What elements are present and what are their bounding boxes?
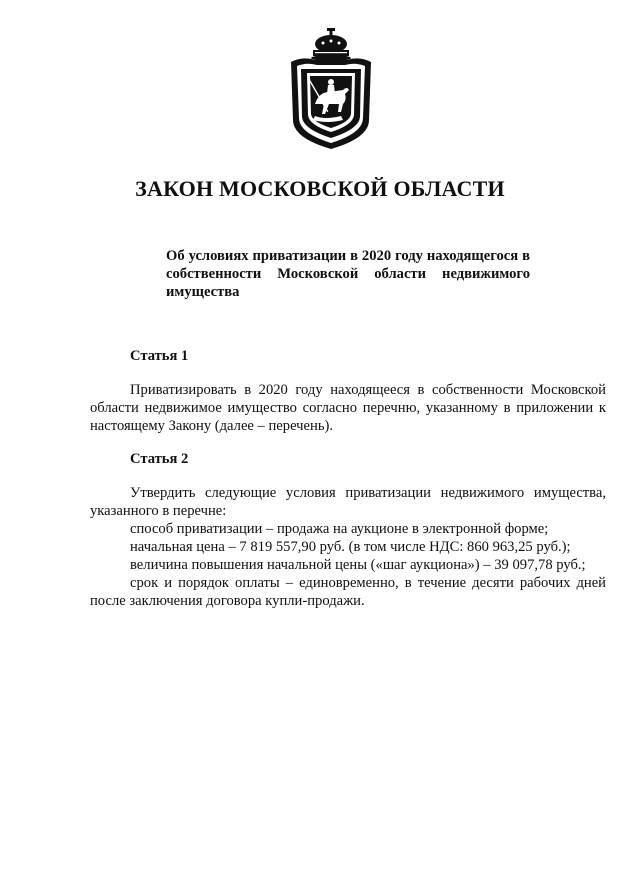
article-2-intro: Утвердить следующие условия приватизации недвижимого имущества, указанного в перечне: [90,485,606,519]
law-subject: Об условиях приватизации в 2020 году находящегося в собственности Московской области недвижимого имущества [166,248,530,300]
article-1-text: Приватизировать в 2020 году находящееся в собственности Московской области недвижимое имущество согласно перечню, указанному в приложении к настоящему Закону (далее – перечень). [90,382,606,434]
condition-item: способ приватизации – продажа на аукционе в электронной форме; [130,521,549,537]
article-2-heading: Статья 2 [130,451,189,467]
article-1-heading: Статья 1 [130,348,189,364]
condition-item: срок и порядок оплаты – единовременно, в течение десяти рабочих дней после заключения договора купли-продажи. [90,575,606,609]
condition-item: величина повышения начальной цены («шаг аукциона») – 39 097,78 руб.; [130,557,586,573]
law-title: ЗАКОН МОСКОВСКОЙ ОБЛАСТИ [135,176,505,201]
article-2-body [90,484,606,610]
condition-item: начальная цена – 7 819 557,90 руб. (в том числе НДС: 860 963,25 руб.); [130,539,571,555]
coat-of-arms-icon [285,28,377,150]
